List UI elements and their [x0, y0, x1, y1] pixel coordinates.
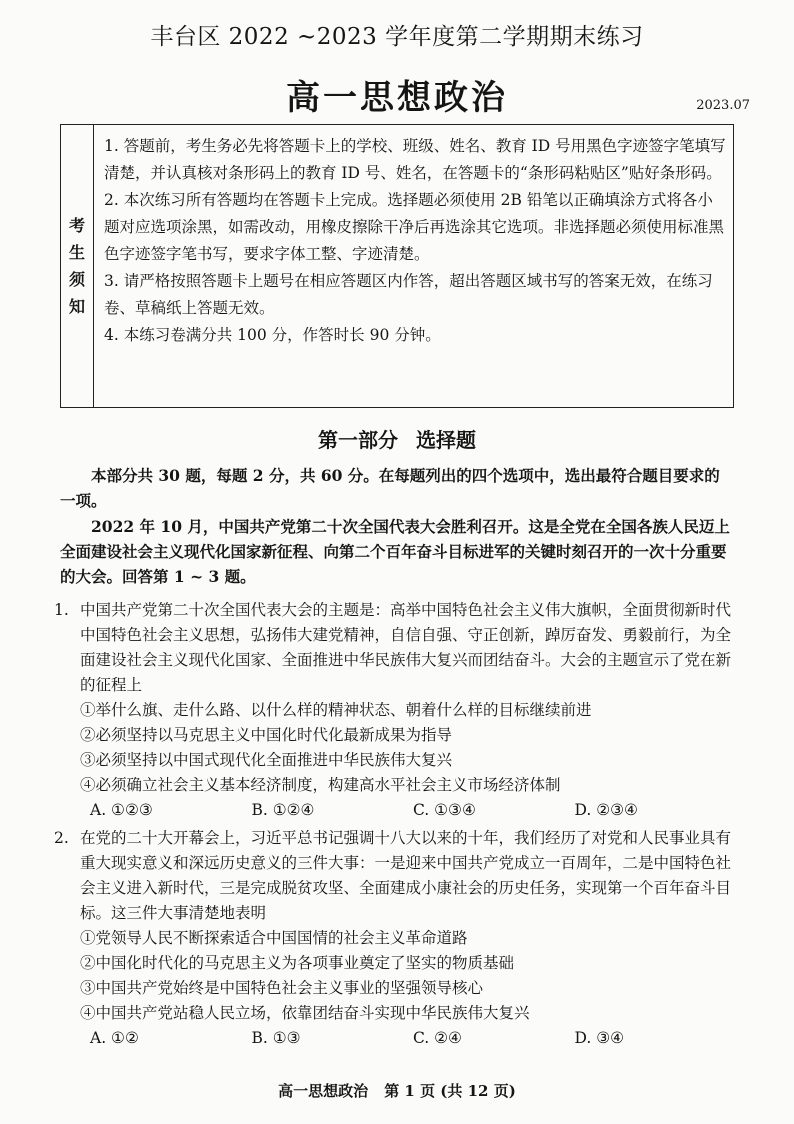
statement-item: ①举什么旗、走什么路、以什么样的精神状态、朝着什么样的目标继续前进 — [80, 701, 592, 719]
footer-subject: 高一思想政治 — [278, 1082, 369, 1100]
section-part: 第一部分 — [318, 428, 398, 452]
question-number: 2. — [54, 829, 69, 847]
option-a: A. ①② — [90, 1029, 139, 1047]
statement-item: ①党领导人民不断探索适合中国国情的社会主义革命道路 — [80, 929, 468, 947]
question-stem: 在党的二十大开幕会上，习近平总书记强调十八大以来的十年，我们经历了对党和人民事业具有重大现实意义和深远历史意义的三件大事：一是迎来中国共产党成立一百周年，二是中国特色社会主义进入新时代，三是完成脱贫攻坚、全面建成小康社会的历史任务，实现第一个百年奋斗目标。这三件大事清楚地表明 — [80, 829, 732, 922]
page-footer — [0, 1080, 794, 1101]
exam-title: 丰台区 2022 ~2023 学年度第二学期期末练习 — [150, 24, 644, 50]
option-a: A. ①②③ — [90, 801, 153, 819]
option-c: C. ②④ — [413, 1029, 462, 1047]
notice-box — [60, 124, 734, 408]
question-number: 1. — [54, 601, 69, 619]
answer-options — [90, 1026, 736, 1051]
page-number: 第 1 页 (共 12 页) — [384, 1082, 516, 1100]
notice-label — [61, 125, 94, 407]
statement-item: ③必须坚持以中国式现代化全面推进中华民族伟大复兴 — [80, 751, 453, 769]
statement-item: ③中国共产党始终是中国特色社会主义事业的坚强领导核心 — [80, 979, 484, 997]
notice-item: 1. 答题前，考生务必先将答题卡上的学校、班级、姓名、教育 ID 号用黑色字迹签字笔填写清楚，并认真核对条形码上的教育 ID 号、姓名，在答题卡的“条形码粘贴区”贴好条形码。 — [104, 137, 726, 182]
notice-label-char: 生 — [68, 243, 85, 262]
notice-label-char: 须 — [68, 270, 85, 289]
option-c: C. ①③④ — [413, 801, 476, 819]
notice-item: 2. 本次练习所有答题均在答题卡上完成。选择题必须使用 2B 铅笔以正确填涂方式将各小题对应选项涂黑，如需改动，用橡皮擦除干净后再选涂其它选项。非选择题必须使用标准黑色字迹签字笔书写，要求字体工整、字迹清楚。 — [104, 191, 725, 263]
answer-options — [90, 798, 736, 823]
section-name: 选择题 — [416, 428, 476, 452]
notice-item: 4. 本练习卷满分共 100 分，作答时长 90 分钟。 — [104, 326, 441, 344]
question-stem: 中国共产党第二十次全国代表大会的主题是：高举中国特色社会主义伟大旗帜，全面贯彻新时代中国特色社会主义思想，弘扬伟大建党精神，自信自强、守正创新，踔厉奋发、勇毅前行，为全面建设社会主义现代化国家、全面推进中华民族伟大复兴而团结奋斗。大会的主题宣示了党在新的征程上 — [80, 601, 732, 694]
section-intro: 本部分共 30 题，每题 2 分，共 60 分。在每题列出的四个选项中，选出最符合题目要求的一项。 — [60, 466, 720, 510]
notice-label-char: 知 — [68, 297, 85, 316]
question-2 — [54, 826, 736, 1051]
option-b: B. ①③ — [251, 1029, 301, 1047]
subject-title: 高一思想政治 — [286, 78, 508, 118]
exam-date: 2023.07 — [696, 98, 750, 113]
statement-list — [80, 698, 736, 798]
statement-item: ④中国共产党站稳人民立场，依靠团结奋斗实现中华民族伟大复兴 — [80, 1004, 530, 1022]
notice-label-char: 考 — [68, 216, 85, 235]
option-d: D. ③④ — [574, 1029, 625, 1047]
statement-item: ②必须坚持以马克思主义中国化时代化最新成果为指导 — [80, 726, 453, 744]
notice-item: 3. 请严格按照答题卡上题号在相应答题区内作答，超出答题区域书写的答案无效，在练习卷、草稿纸上答题无效。 — [104, 272, 713, 317]
option-d: D. ②③④ — [574, 801, 638, 819]
statement-item: ④必须确立社会主义基本经济制度，构建高水平社会主义市场经济体制 — [80, 776, 561, 794]
question-context: 2022 年 10 月，中国共产党第二十次全国代表大会胜利召开。这是全党在全国各族人民迈上全面建设社会主义现代化国家新征程、向第二个百年奋斗目标进军的关键时刻召开的一次十分重要的大会。回答第 1 ~ 3 题。 — [60, 517, 730, 586]
question-1 — [54, 598, 736, 823]
statement-list — [80, 926, 736, 1026]
notice-body — [94, 125, 733, 407]
statement-item: ②中国化时代化的马克思主义为各项事业奠定了坚实的物质基础 — [80, 954, 515, 972]
option-b: B. ①②④ — [251, 801, 315, 819]
section-title — [0, 424, 794, 453]
